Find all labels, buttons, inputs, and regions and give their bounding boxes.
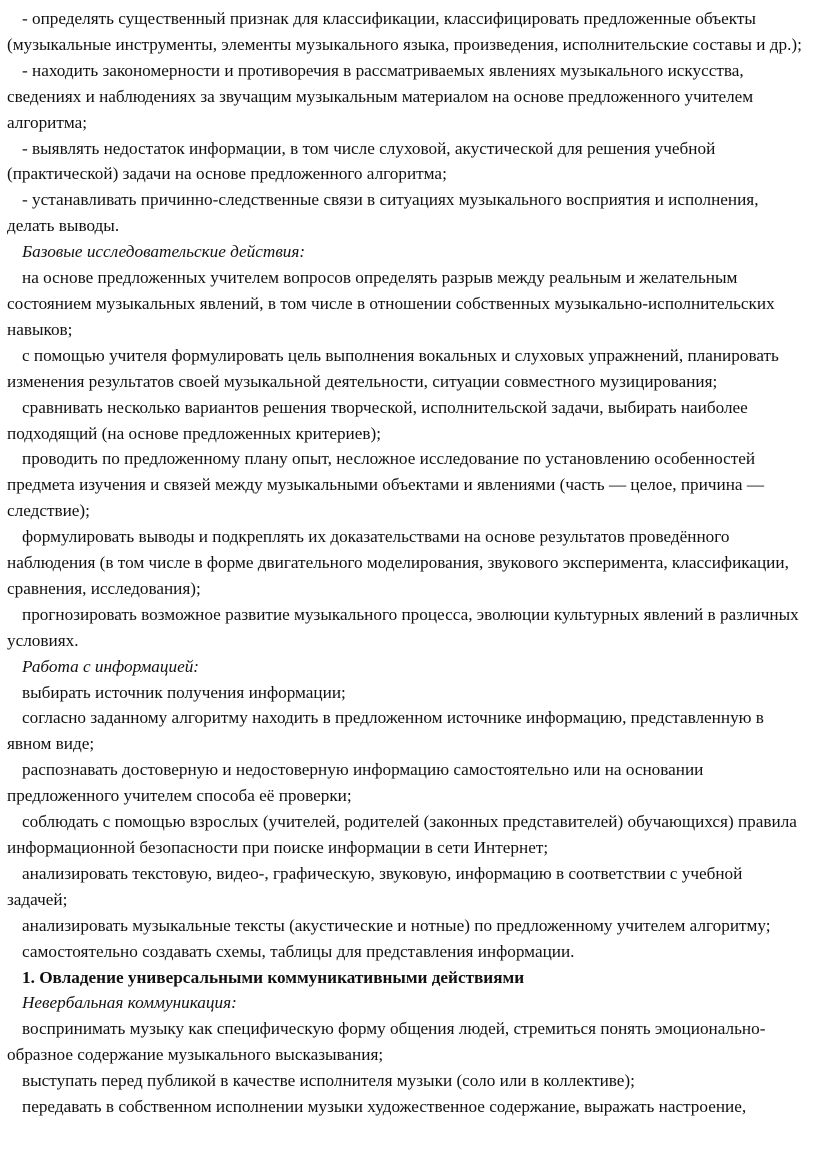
paragraph-recognize-reliable: распознавать достоверную и недостоверную информацию самостоятельно или на основании предложенного учителем способа её проверки; bbox=[7, 760, 704, 806]
paragraph-analyze-media: анализировать текстовую, видео-, графическую, звуковую, информацию в соответствии с учебной задачей; bbox=[7, 863, 743, 909]
paragraph-classify-objects: - определять существенный признак для классификации, классифицировать предложенные объекты (музыкальные инструменты, элементы музыкального языка, произведения, исполнительские составы и др.); bbox=[7, 9, 802, 54]
paragraph-information-safety: соблюдать с помощью взрослых (учителей, родителей (законных представителей) обучающихся) правила информационной безопасности при поиске информации в сети Интернет; bbox=[7, 812, 797, 857]
paragraph-choose-source: выбирать источник получения информации; bbox=[22, 682, 346, 702]
paragraph-convey-content: передавать в собственном исполнении музыки художественное содержание, выражать настроение, bbox=[22, 1097, 747, 1117]
paragraph-detect-info-gap: - выявлять недостаток информации, в том числе слуховой, акустической для решения учебной (практической) задачи на основе предложенного алгоритма; bbox=[7, 138, 716, 184]
paragraph-formulate-goal: с помощью учителя формулировать цель выполнения вокальных и слуховых упражнений, планировать изменения результатов своей музыкальной деятельности, ситуации совместного музицирования; bbox=[7, 345, 779, 391]
subheading-nonverbal-communication: Невербальная коммуникация: bbox=[22, 993, 237, 1013]
paragraph-find-information: согласно заданному алгоритму находить в предложенном источнике информацию, представленную в явном виде; bbox=[7, 708, 764, 754]
subheading-research-actions: Базовые исследовательские действия: bbox=[22, 242, 306, 262]
paragraph-analyze-music-texts: анализировать музыкальные тексты (акустические и нотные) по предложенному учителем алгоритму; bbox=[22, 915, 771, 935]
paragraph-forecast-development: прогнозировать возможное развитие музыкального процесса, эволюции культурных явлений в различных условиях. bbox=[7, 604, 799, 650]
paragraph-create-schemes: самостоятельно создавать схемы, таблицы для представления информации. bbox=[22, 941, 575, 961]
paragraph-find-patterns: - находить закономерности и противоречия в рассматриваемых явлениях музыкального искусства, сведениях и наблюдениях за звучащим музыкальным материалом на основе предложенного учителем алгоритма; bbox=[7, 60, 754, 132]
paragraph-formulate-conclusions: формулировать выводы и подкреплять их доказательствами на основе результатов проведённого наблюдения (в том числе в форме двигательного моделирования, звукового эксперимента, классификации, сравнения, исследования); bbox=[7, 527, 789, 598]
paragraph-perceive-music: воспринимать музыку как специфическую форму общения людей, стремиться понять эмоционально-образное содержание музыкального высказывания; bbox=[7, 1019, 766, 1065]
section-heading-communicative-actions: 1. Овладение универсальными коммуникативными действиями bbox=[22, 967, 525, 987]
paragraph-compare-variants: сравнивать несколько вариантов решения творческой, исполнительской задачи, выбирать наиболее подходящий (на основе предложенных критериев); bbox=[7, 397, 748, 443]
paragraph-conduct-experiment: проводить по предложенному плану опыт, несложное исследование по установлению особенностей предмета изучения и связей между музыкальными объектами и явлениями (часть — целое, причина — следствие); bbox=[7, 449, 765, 521]
subheading-information-work: Работа с информацией: bbox=[22, 656, 200, 676]
paragraph-define-gap: на основе предложенных учителем вопросов определять разрыв между реальным и желательным состоянием музыкальных явлений, в том числе в отношении собственных музыкально-исполнительских навыков; bbox=[7, 268, 775, 339]
paragraph-cause-effect: - устанавливать причинно-следственные связи в ситуациях музыкального восприятия и исполнения, делать выводы. bbox=[7, 190, 759, 236]
paragraph-perform-publicly: выступать перед публикой в качестве исполнителя музыки (соло или в коллективе); bbox=[22, 1071, 635, 1091]
